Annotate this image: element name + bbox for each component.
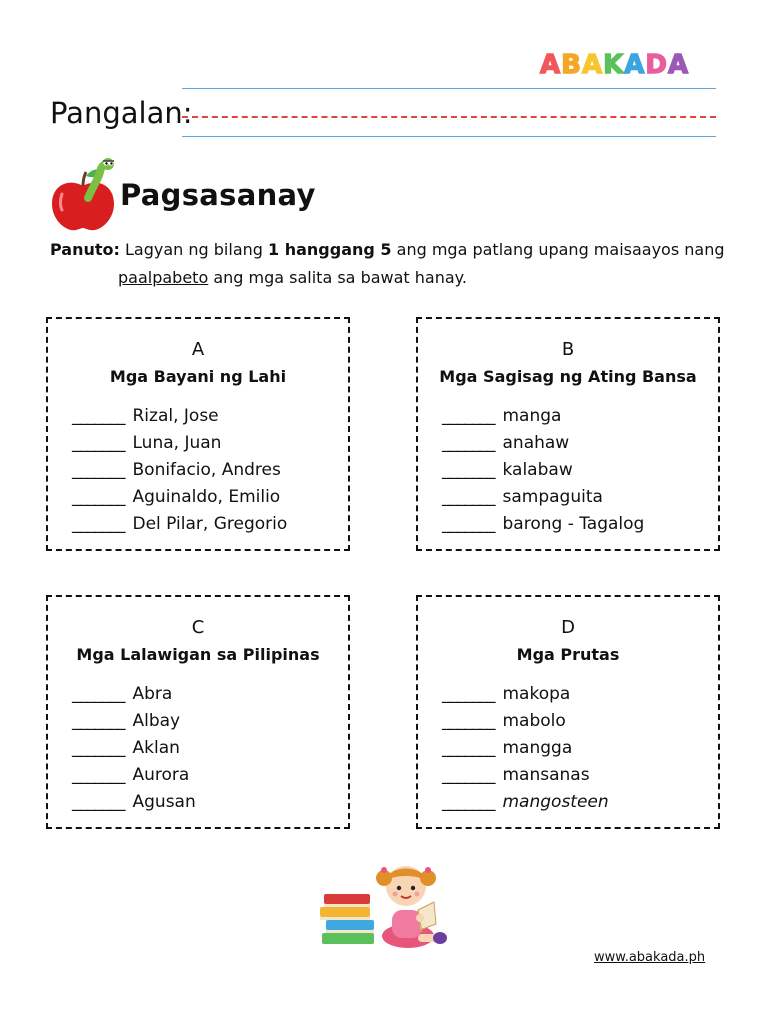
answer-blank[interactable]: _______ [72, 738, 125, 758]
item-text: manga [502, 406, 562, 426]
list-item [442, 511, 644, 538]
answer-blank[interactable]: _______ [72, 487, 125, 507]
answer-blank[interactable]: _______ [72, 765, 125, 785]
item-text: Aurora [132, 765, 190, 785]
answer-blank[interactable]: _______ [442, 460, 495, 480]
item-text: sampaguita [502, 487, 603, 507]
list-item [72, 681, 196, 708]
item-list [72, 403, 287, 538]
answer-blank[interactable]: _______ [442, 684, 495, 704]
list-item [72, 457, 287, 484]
instruction-label: Panuto: [50, 240, 120, 259]
item-text: Aklan [132, 738, 180, 758]
list-item [442, 762, 609, 789]
list-item [72, 511, 287, 538]
group-title: Mga Sagisag ng Ating Bansa [439, 367, 697, 386]
answer-blank[interactable]: _______ [72, 684, 125, 704]
item-text: mansanas [502, 765, 590, 785]
group-box-c [46, 595, 350, 829]
group-box-a [46, 317, 350, 551]
list-item [72, 403, 287, 430]
list-item [442, 735, 609, 762]
answer-blank[interactable]: _______ [72, 514, 125, 534]
item-text: makopa [502, 684, 571, 704]
list-item [72, 484, 287, 511]
exercise-title: Pagsasanay [120, 178, 316, 212]
answer-blank[interactable]: _______ [442, 406, 495, 426]
list-item [442, 403, 644, 430]
item-list [442, 681, 609, 816]
item-text: Agusan [132, 792, 196, 812]
list-item [72, 762, 196, 789]
group-letter: A [191, 339, 205, 360]
answer-blank[interactable]: _______ [442, 487, 495, 507]
answer-blank[interactable]: _______ [442, 711, 495, 731]
item-list [72, 681, 196, 816]
item-text: Albay [132, 711, 181, 731]
group-title: Mga Lalawigan sa Pilipinas [76, 645, 320, 664]
list-item [72, 789, 196, 816]
name-label: Pangalan: [50, 96, 193, 130]
answer-blank[interactable]: _______ [72, 711, 125, 731]
list-item [72, 735, 196, 762]
answer-blank[interactable]: _______ [72, 406, 125, 426]
instruction-text-3: ang mga salita sa bawat hanay. [208, 268, 467, 287]
list-item [442, 484, 644, 511]
list-item [442, 457, 644, 484]
answer-blank[interactable]: _______ [442, 738, 495, 758]
name-guide-line-top [182, 88, 716, 89]
group-title: Mga Prutas [516, 645, 620, 664]
list-item [442, 789, 609, 816]
name-guide-line-bottom [182, 136, 716, 137]
instruction-text-2: ang mga patlang upang maisaayos nang [391, 240, 725, 259]
item-list [442, 403, 644, 538]
group-letter: D [561, 617, 575, 638]
instruction-text-1: Lagyan ng bilang [125, 240, 269, 259]
item-text: kalabaw [502, 460, 573, 480]
item-text: Bonifacio, Andres [132, 460, 281, 480]
item-text: Rizal, Jose [132, 406, 219, 426]
item-text: anahaw [502, 433, 570, 453]
name-guide-line-mid [182, 116, 716, 118]
item-text: Abra [132, 684, 173, 704]
answer-blank[interactable]: _______ [442, 433, 495, 453]
group-title: Mga Bayani ng Lahi [109, 367, 287, 386]
item-text: Del Pilar, Gregorio [132, 514, 288, 534]
answer-blank[interactable]: _______ [442, 792, 495, 812]
item-text: mabolo [502, 711, 566, 731]
list-item [442, 681, 609, 708]
item-text: Luna, Juan [132, 433, 222, 453]
group-box-b [416, 317, 720, 551]
answer-blank[interactable]: _______ [72, 433, 125, 453]
answer-blank[interactable]: _______ [72, 792, 125, 812]
website-link[interactable]: www.abakada.ph [594, 950, 706, 965]
instruction-bold: 1 hanggang 5 [268, 240, 392, 259]
group-letter: B [561, 339, 575, 360]
girl-reading-books-illustration [318, 852, 450, 952]
item-text: Aguinaldo, Emilio [132, 487, 281, 507]
instruction-underlined: paalpabeto [118, 268, 209, 287]
list-item [442, 708, 609, 735]
answer-blank[interactable]: _______ [442, 765, 495, 785]
answer-blank[interactable]: _______ [442, 514, 495, 534]
apple-worm-icon [48, 158, 118, 232]
item-text: mangosteen [502, 792, 609, 812]
instructions [50, 236, 730, 292]
group-letter: C [191, 617, 205, 638]
abakada-logo: ABAKADA [540, 50, 690, 80]
item-text: barong - Tagalog [502, 514, 645, 534]
list-item [72, 430, 287, 457]
list-item [442, 430, 644, 457]
list-item [72, 708, 196, 735]
group-box-d [416, 595, 720, 829]
answer-blank[interactable]: _______ [72, 460, 125, 480]
item-text: mangga [502, 738, 573, 758]
